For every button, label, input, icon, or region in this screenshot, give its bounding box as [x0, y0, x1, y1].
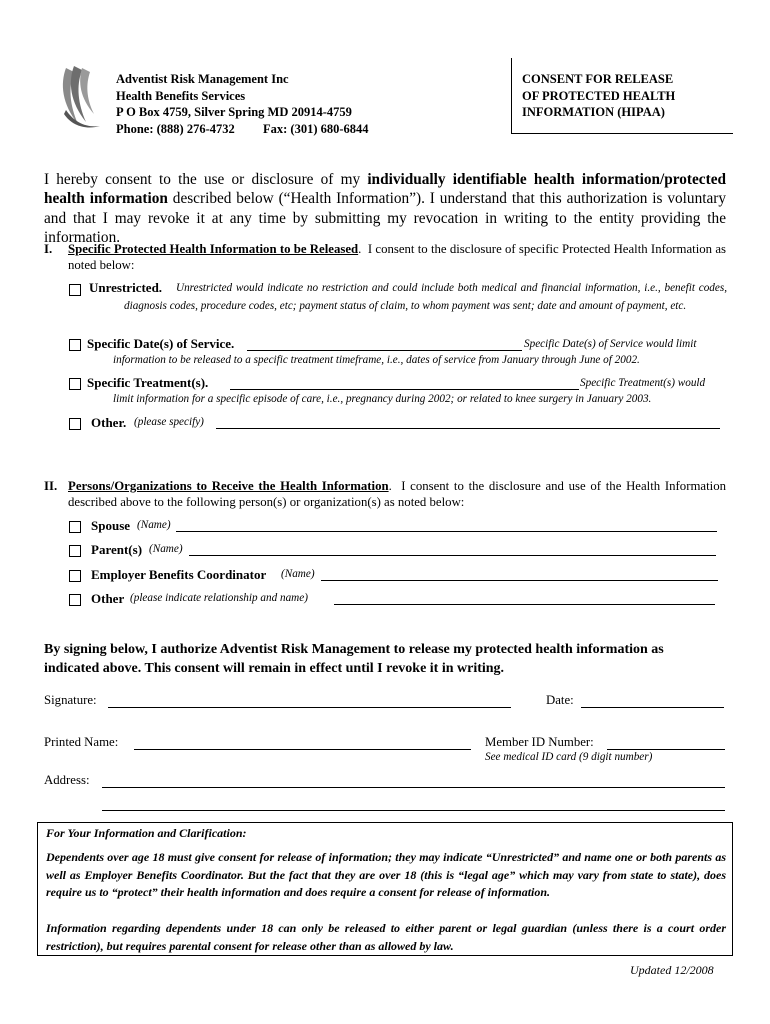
address-field-line1[interactable]: [102, 787, 725, 788]
other-recipient-field[interactable]: [334, 604, 715, 605]
section1-numeral: I.: [44, 242, 53, 256]
specific-dates-field[interactable]: [247, 350, 522, 351]
specific-dates-note-b: information to be released to a specific treatment timeframe, i.e., dates of service from January through June of 2002.: [113, 354, 640, 366]
unrestricted-checkbox[interactable]: [69, 284, 81, 296]
company-contact: [116, 121, 416, 138]
specific-treatment-field[interactable]: [230, 389, 579, 390]
specific-dates-checkbox[interactable]: [69, 339, 81, 351]
other-info-label: Other.: [91, 415, 127, 430]
spouse-checkbox[interactable]: [69, 521, 81, 533]
specific-treatment-note-a: Specific Treatment(s) would: [580, 377, 706, 389]
employer-label: Employer Benefits Coordinator: [91, 567, 267, 582]
spouse-hint: (Name): [137, 519, 171, 531]
employer-hint: (Name): [281, 568, 315, 580]
spouse-label: Spouse: [91, 518, 131, 533]
info-box: [37, 822, 733, 956]
employer-name-field[interactable]: [321, 580, 718, 581]
other-recipient-hint: (please indicate relationship and name): [130, 592, 308, 604]
section2-text: Persons/Organizations to Receive the Health Information. I consent to the disclosure and use of the Health Information described above to the following person(s) or organization(s) as noted below:: [68, 479, 726, 509]
updated-date: Updated 12/2008: [630, 963, 714, 977]
info-box-para2: Information regarding dependents under 18 can only be released to either parent or legal guardian (unless there is a court order restriction), but requires parental consent for release other than as allowed by law.: [46, 921, 726, 953]
parent-name-field[interactable]: [189, 555, 716, 556]
other-recipient-checkbox[interactable]: [69, 594, 81, 606]
signature-label: Signature:: [44, 693, 97, 707]
address-field-line2[interactable]: [102, 810, 725, 811]
other-recipient-label: Other: [91, 591, 125, 606]
specific-treatment-note-b: limit information for a specific episode of care, i.e., pregnancy during 2002; or related to knee surgery in January 2003.: [113, 393, 652, 405]
header-rule: [511, 133, 733, 134]
feather-logo-icon: [56, 64, 104, 134]
date-field[interactable]: [581, 707, 724, 708]
company-block: [116, 71, 416, 137]
header-divider: [511, 58, 512, 133]
info-box-title: For Your Information and Clarification:: [46, 826, 247, 840]
signature-field[interactable]: [108, 707, 511, 708]
company-logo: [56, 64, 104, 134]
specific-dates-label: Specific Date(s) of Service.: [87, 336, 235, 351]
specific-dates-note-a: Specific Date(s) of Service would limit: [524, 338, 697, 350]
form-title: CONSENT FOR RELEASE OF PROTECTED HEALTH INFORMATION (HIPAA): [522, 72, 676, 119]
date-label: Date:: [546, 693, 574, 707]
company-address: P O Box 4759, Silver Spring MD 20914-4759: [116, 105, 352, 119]
authorization-statement: By signing below, I authorize Adventist Risk Management to release my protected health information as indicated above. This consent will remain in effect until I revoke it in writing.: [44, 642, 664, 676]
spouse-name-field[interactable]: [176, 531, 717, 532]
printed-name-field[interactable]: [134, 749, 471, 750]
other-info-checkbox[interactable]: [69, 418, 81, 430]
company-fax: Fax: (301) 680-6844: [263, 121, 369, 136]
employer-checkbox[interactable]: [69, 570, 81, 582]
intro-bold: individually identifiable health information/protected health information: [44, 171, 726, 208]
member-id-hint: See medical ID card (9 digit number): [485, 751, 653, 763]
unrestricted-note: Unrestricted would indicate no restriction and could include both medical and financial information, i.e., benefit codes, diagnosis codes, procedure codes, etc; payment status of claim, to whom payment was sent; date and amount of payment, etc.: [124, 282, 727, 312]
parent-checkbox[interactable]: [69, 545, 81, 557]
printed-name-label: Printed Name:: [44, 735, 119, 749]
parent-label: Parent(s): [91, 542, 143, 557]
company-phone: Phone: (888) 276-4732: [116, 121, 235, 136]
section1-heading: Specific Protected Health Information to be Released: [68, 242, 359, 256]
address-label: Address:: [44, 773, 90, 787]
specific-treatment-checkbox[interactable]: [69, 378, 81, 390]
parent-hint: (Name): [149, 543, 183, 555]
company-name: Adventist Risk Management Inc: [116, 72, 289, 86]
section2-numeral: II.: [44, 479, 58, 493]
unrestricted-label: Unrestricted.: [89, 280, 163, 295]
other-info-hint: (please specify): [134, 416, 204, 428]
section2-heading: Persons/Organizations to Receive the Health Information: [68, 479, 389, 493]
member-id-label: Member ID Number:: [485, 735, 594, 749]
info-box-para1: Dependents over age 18 must give consent for release of information; they may indicate “Unrestricted” and name one or both parents as well as Employer Benefits Coordinator. But the fact that they are over 18 (this is “legal age” which may vary from state to state), does require us to “protect” their health information and does require a consent for release of information.: [46, 850, 726, 899]
intro-paragraph: I hereby consent to the use or disclosure of my individually identifiable health information/protected health information described below (“Health Information”). I understand that this authorization is voluntary and that I may revoke it at any time by submitting my revocation in writing to the entity providing the information.: [44, 171, 726, 246]
company-division: Health Benefits Services: [116, 88, 246, 103]
section1-text: Specific Protected Health Information to be Released. I consent to the disclosure of specific Protected Health Information as noted below:: [68, 242, 726, 272]
other-info-field[interactable]: [216, 428, 720, 429]
specific-treatment-label: Specific Treatment(s).: [87, 375, 209, 390]
